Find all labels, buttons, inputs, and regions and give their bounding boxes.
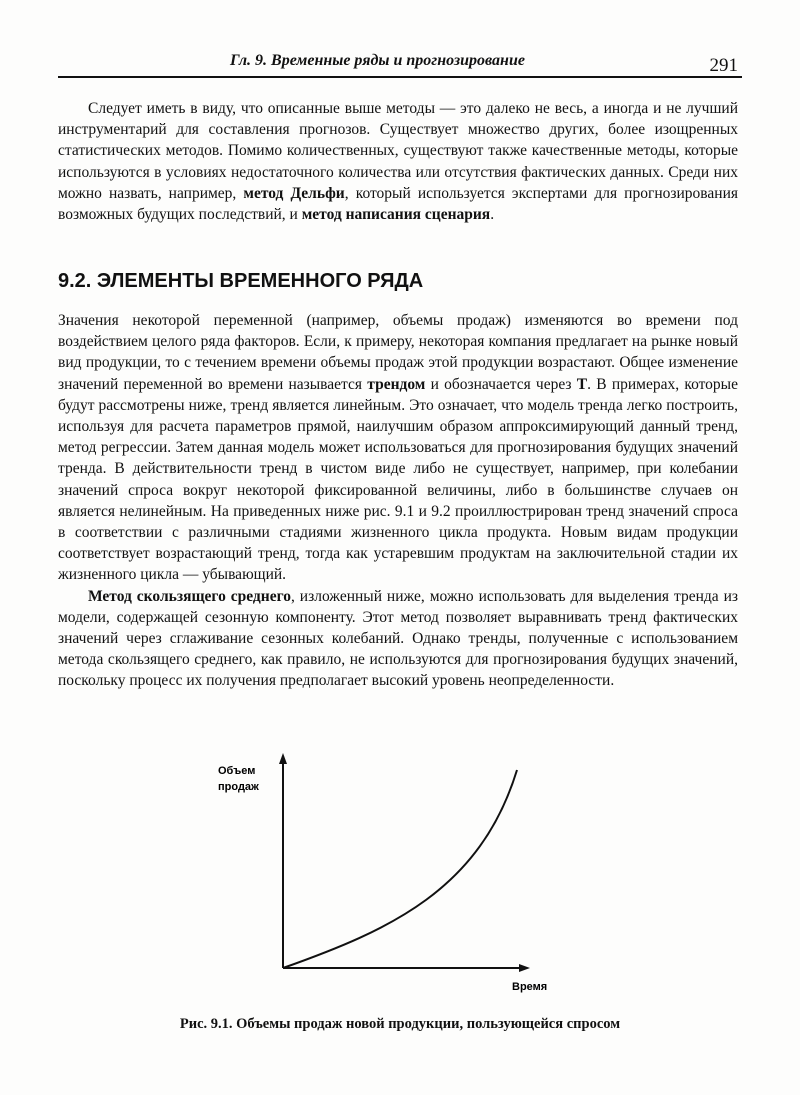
p1-text-a: Значения некоторой переменной (например, объемы продаж) изменяются во времени под воздействием целого ряда факторов. Если, к примеру, некоторая компания предлагает на рынке новый вид продукции, то с течением времени объемы продаж этой продукции возрастают. Общее изменение значений переменной во времени называется [58,312,738,393]
p2-text: , изложенный ниже, можно использовать для выделения тренда из модели, содержащей сезонную компоненту. Этот метод позволяет выравнивать тренд фактических значений через сглаживание сезонных колебаний. Однако тренды, полученные с использованием метода скользящего среднего, как правило, не используются для прогнозирования будущих значений, поскольку процесс их получения предполагает высокий уровень неопределенности. [58,587,738,690]
figure-9-1 [200,750,560,1005]
term-scenario-method: метод написания сценария [301,206,491,224]
header-rule [58,76,742,78]
y-axis-label-line2: продаж [218,781,259,793]
term-moving-average: Метод скользящего среднего [88,587,291,605]
figure-caption: Рис. 9.1. Объемы продаж новой продукции, пользующейся спросом [179,1016,621,1032]
p1-text-b: и обозначается через [425,375,577,393]
p1-text-c: . В примерах, которые будут рассмотрены ниже, тренд является линейным. Это означает, что модель тренда легко построить, используя для расчета параметров прямой, наилучшим образом аппроксимирующий данный тренд, метод регрессии. Затем данная модель может использоваться для прогнозирования будущих значений тренда. В действительности тренд в чистом виде либо не существует, например, при колебании значений спроса вокруг некоторой фиксированной величины, либо в большинстве случаев он является нелинейным. На приведенных ниже рис. 9.1 и 9.2 проиллюстрирован тренд значений спроса в соответствии с различными стадиями жизненного цикла продукта. Новым видам продукции соответствует возрастающий тренд, тогда как устаревшим продуктам на заключительной стадии их жизненного цикла — убывающий. [58,375,738,584]
body-paragraph-2 [58,586,738,692]
y-axis-label-line1: Объем [218,765,256,777]
y-axis-arrow [279,753,287,764]
x-axis-arrow [519,964,530,972]
section-heading: 9.2. ЭЛЕМЕНТЫ ВРЕМЕННОГО РЯДА [58,270,424,292]
body-paragraph-1 [58,310,738,586]
page-number: 291 [709,55,738,76]
intro-text-3: . [490,206,495,224]
intro-text-2: , который используется экспертами для прогнозирования возможных будущих последствий, и [58,184,738,224]
intro-text-1: Следует иметь в виду, что описанные выше методы — это далеко не весь, а иногда и не лучший инструментарий для составления прогнозов. Существует множество других, более изощренных статистических методов. Помимо количественных, существуют также качественные методы, которые используются в условиях недостаточного количества или отсутствия фактических данных. Среди них можно назвать, например, [58,100,738,202]
growth-curve-chart [200,750,560,1000]
term-trend: трендом [367,375,426,393]
intro-paragraph-block [58,98,738,225]
x-axis-label: Время [512,981,548,993]
intro-paragraph [58,98,738,225]
section-body [58,310,738,692]
running-header-title: Гл. 9. Временные ряды и прогнозирование [230,52,525,69]
term-delphi-method: метод Дельфи [243,184,345,202]
symbol-T: T [576,375,588,393]
trend-curve [283,770,517,968]
